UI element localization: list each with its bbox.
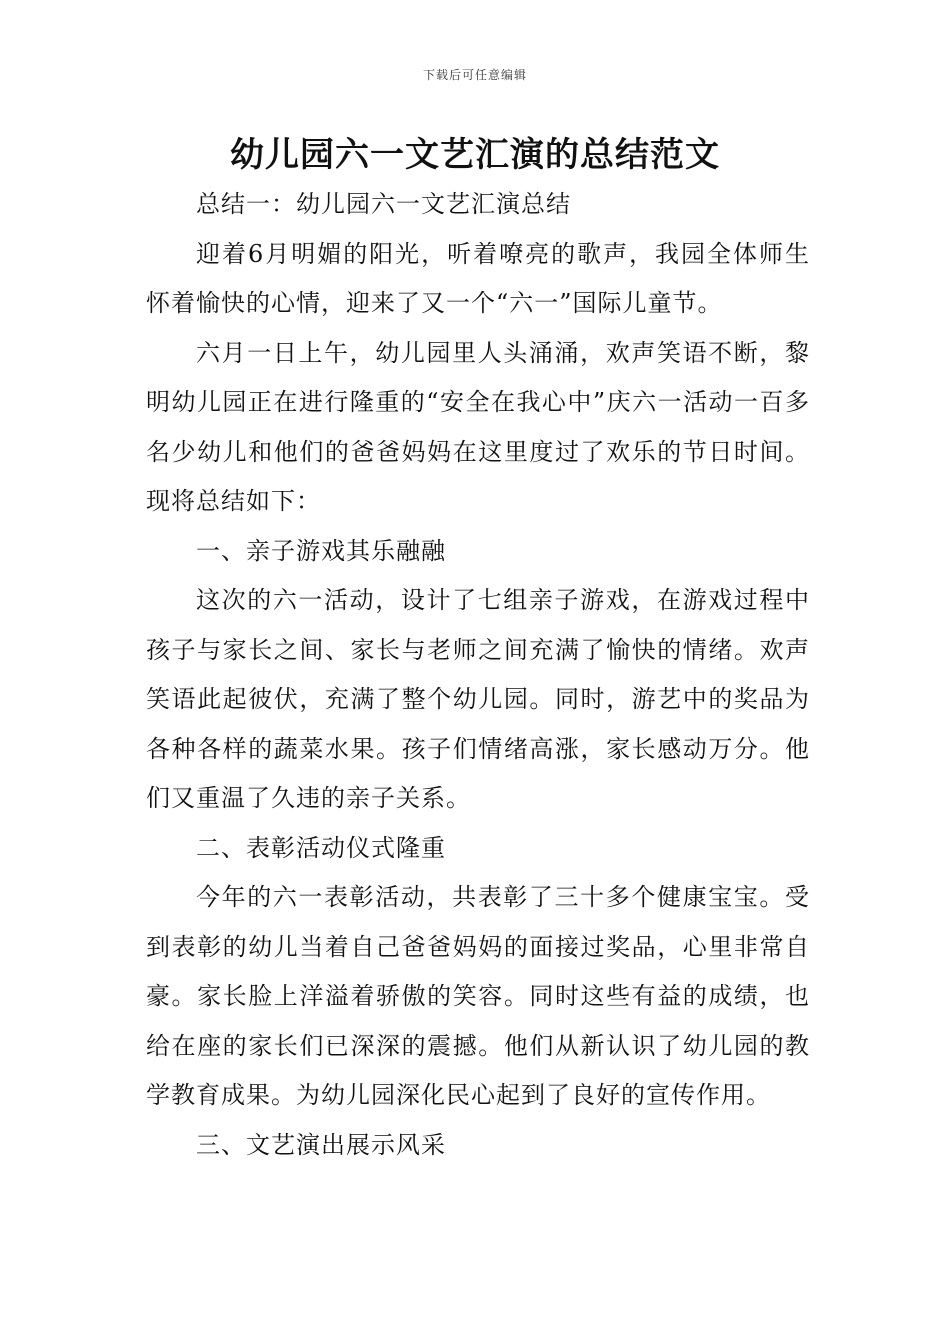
section-heading-commendation: 二、表彰活动仪式隆重	[196, 833, 446, 862]
paragraph-commendation: 今年的六一表彰活动，共表彰了三十多个健康宝宝。受到表彰的幼儿当着自己爸爸妈妈的面接过奖品，心里非常自豪。家长脸上洋溢着骄傲的笑容。同时这些有益的成绩，也给在座的家长们已深深的震撼。他们从新认识了幼儿园的教学教育成果。为幼儿园深化民心起到了良好的宣传作用。	[146, 883, 810, 1109]
section-heading-summary-one: 总结一：幼儿园六一文艺汇演总结	[196, 190, 571, 218]
paragraph-intro: 迎着6月明媚的阳光，听着嘹亮的歌声，我园全体师生怀着愉快的心情，迎来了又一个“六一”国际儿童节。	[146, 239, 810, 317]
header-note: 下载后可任意编辑	[422, 68, 527, 82]
document-title: 幼儿园六一文艺汇演的总结范文	[230, 135, 720, 175]
document-body	[146, 180, 810, 1170]
paragraph-parent-child-games: 这次的六一活动，设计了七组亲子游戏，在游戏过程中孩子与家长之间、家长与老师之间充满了愉快的情绪。欢声笑语此起彼伏，充满了整个幼儿园。同时，游艺中的奖品为各种各样的蔬菜水果。孩子们情绪高涨，家长感动万分。他们又重温了久违的亲子关系。	[146, 586, 810, 812]
section-heading-performance: 三、文艺演出展示风采	[196, 1130, 446, 1159]
section-heading-parent-child-games: 一、亲子游戏其乐融融	[196, 536, 446, 565]
paragraph-event-description: 六月一日上午，幼儿园里人头涌涌，欢声笑语不断，黎明幼儿园正在进行隆重的“安全在我心中”庆六一活动一百多名少幼儿和他们的爸爸妈妈在这里度过了欢乐的节日时间。现将总结如下：	[146, 338, 810, 515]
